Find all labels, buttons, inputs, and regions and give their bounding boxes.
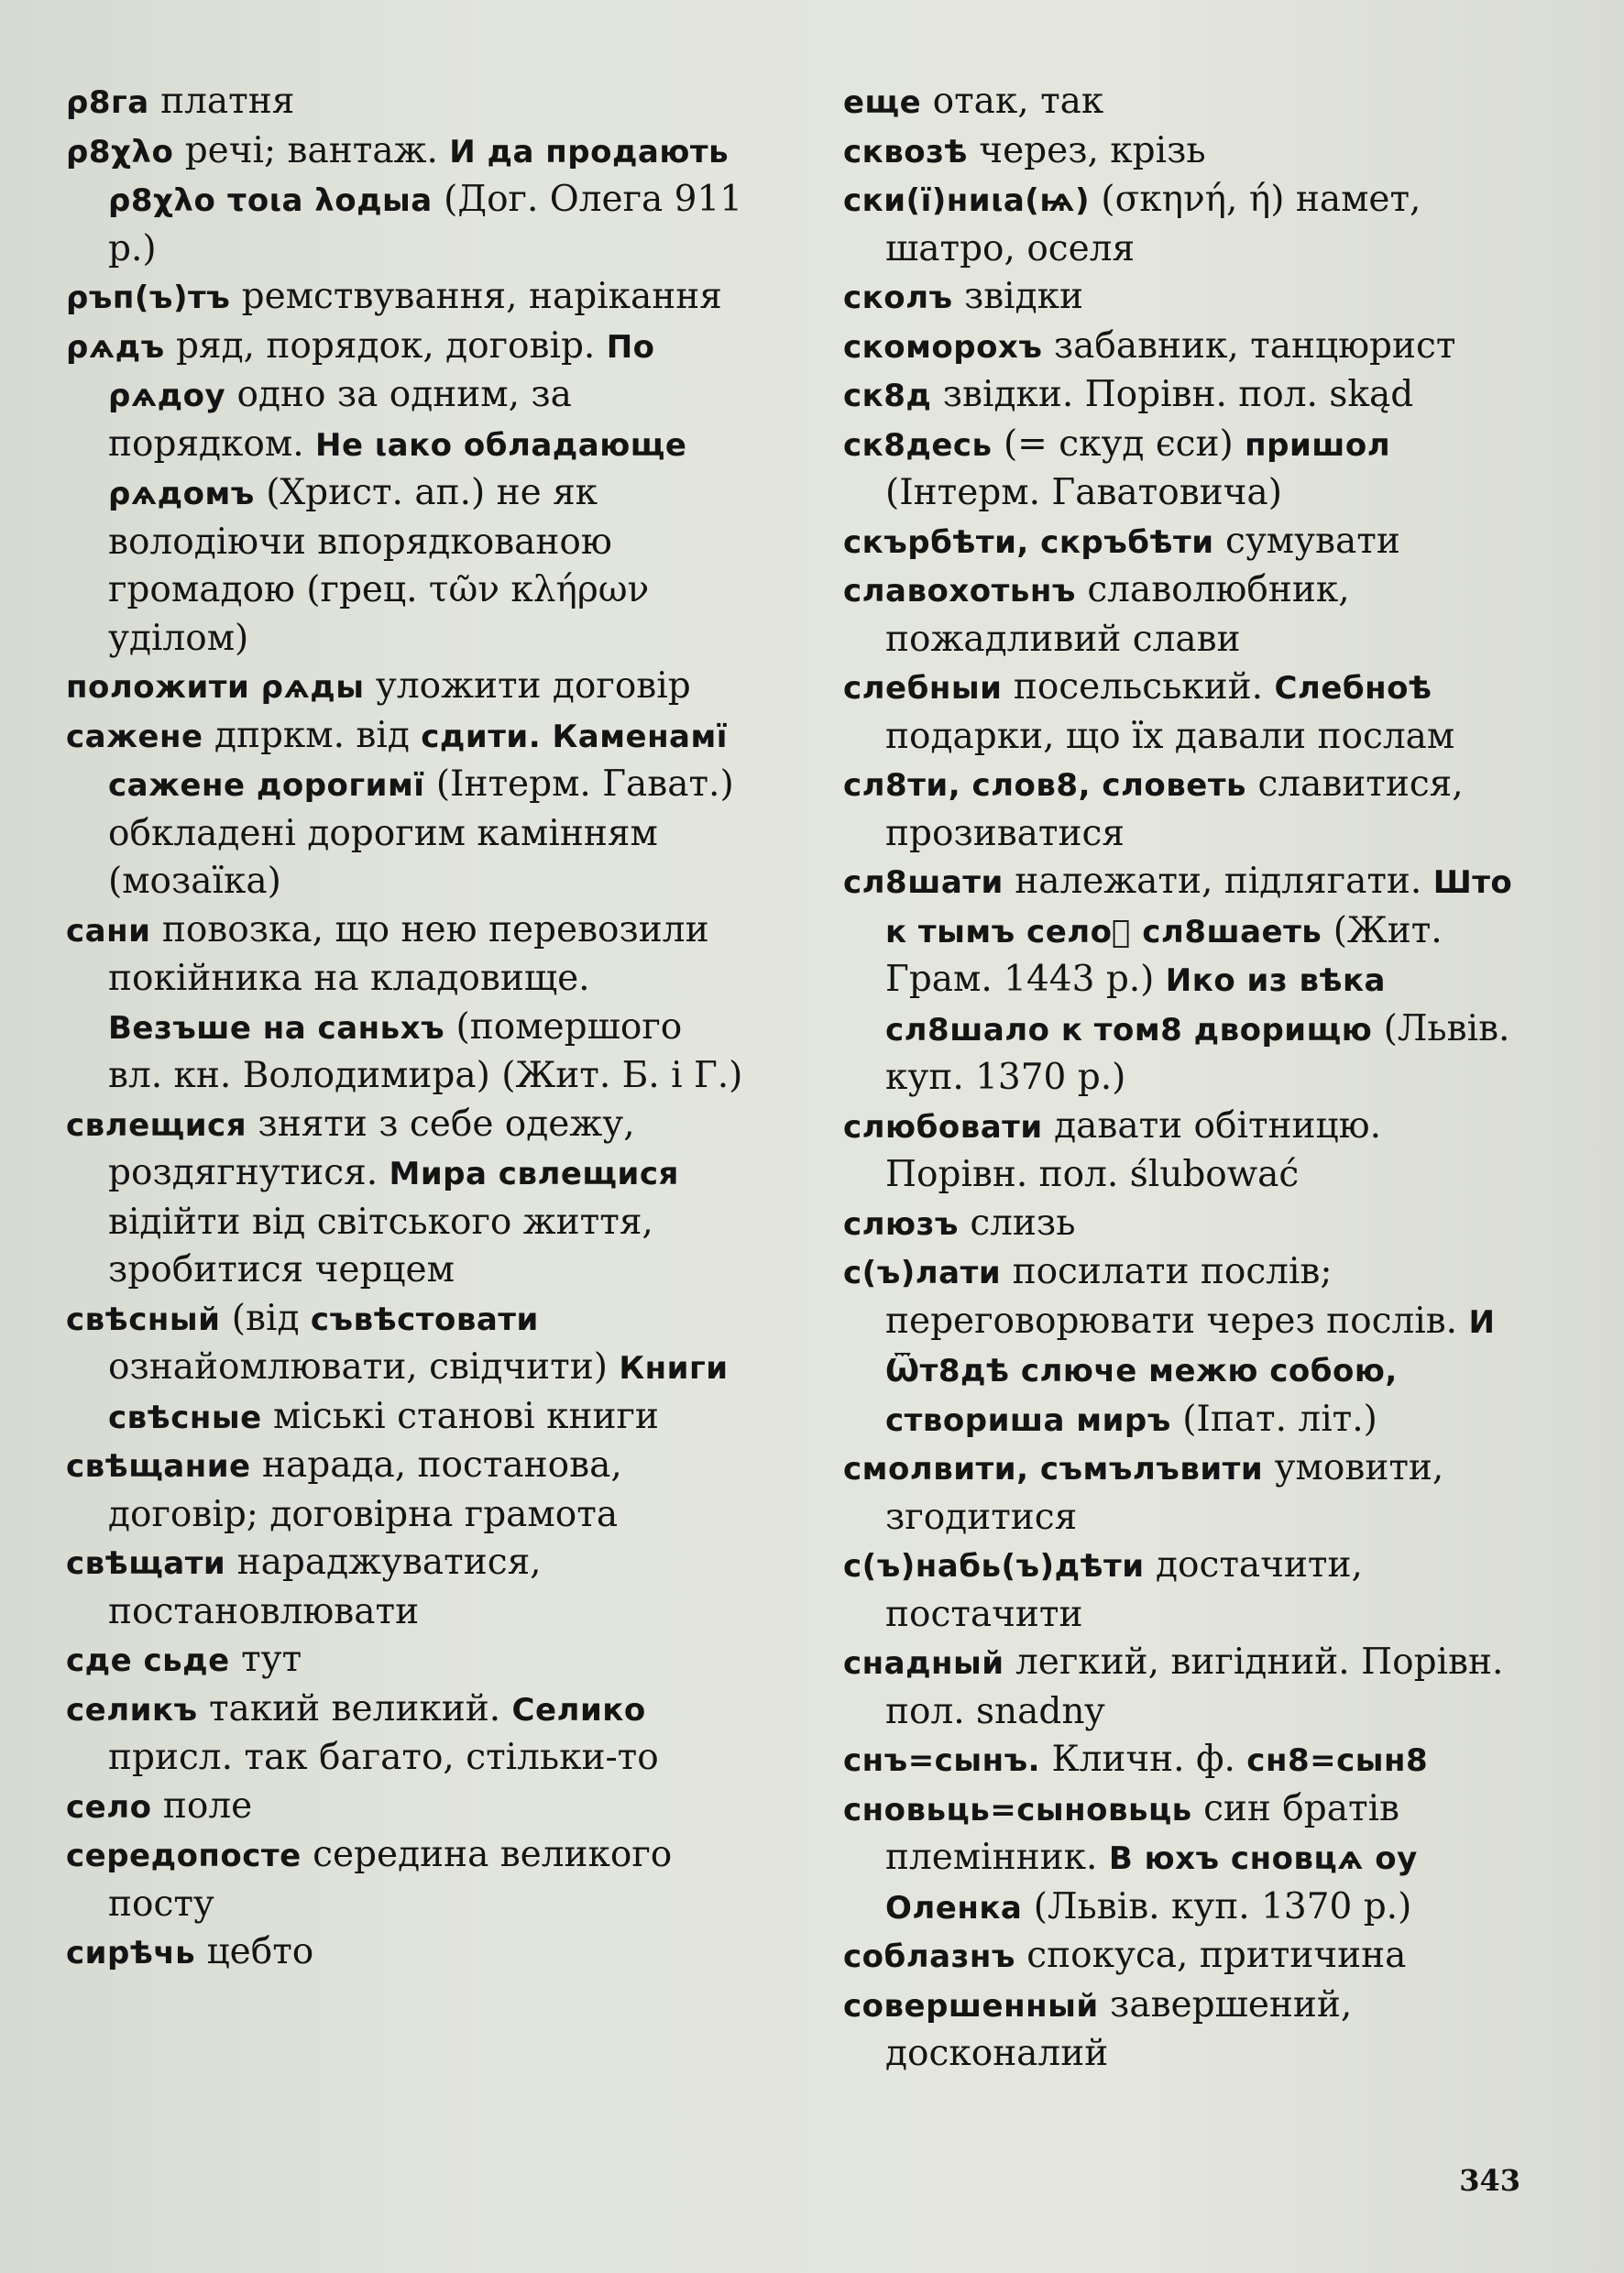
old-slavonic-term: скоморохъ — [843, 328, 1043, 366]
old-slavonic-term: свлещися — [66, 1106, 247, 1144]
definition-text: ремствування, нарікання — [230, 276, 722, 317]
dictionary-entry — [843, 421, 1521, 518]
definition-text: (Інтерм. Гаватовича) — [885, 472, 1282, 513]
dictionary-entry — [843, 1542, 1521, 1639]
dictionary-entry — [66, 663, 744, 712]
definition-text: (Жит. Грам. 1443 р.) — [885, 909, 1443, 1000]
definition-text: (Інтерм. Гават.) обкладені дорогим камінням (мозаїка) — [108, 763, 734, 902]
dictionary-entry — [843, 1444, 1521, 1542]
left-column — [66, 78, 744, 1978]
old-slavonic-term: соблазнъ — [843, 1938, 1015, 1975]
dictionary-entry — [843, 176, 1521, 273]
old-slavonic-term: положити ρѧды — [66, 669, 365, 706]
definition-text: ознайомлювати, свідчити) — [108, 1346, 620, 1388]
old-slavonic-term: ск8десь — [843, 426, 993, 464]
old-slavonic-term: По ρѧдоу — [108, 328, 655, 414]
definition-text: спокуса, притичина — [1015, 1935, 1407, 1976]
definition-text: сумувати — [1213, 520, 1400, 562]
old-slavonic-term: Мира свлещися — [389, 1156, 679, 1192]
dictionary-entry — [843, 858, 1521, 1103]
old-slavonic-term: ски(ї)ниιa(ѩ) — [843, 182, 1090, 219]
old-slavonic-term: свѣсный — [66, 1301, 221, 1338]
old-slavonic-term: сдити. Каменамї сажене дорогимї — [108, 718, 728, 804]
definition-text: дпркм. від — [203, 714, 422, 756]
old-slavonic-term: скърбѣти, скръбѣти — [843, 523, 1214, 561]
definition-text: посельський. — [1002, 666, 1275, 708]
dictionary-entry — [843, 1639, 1521, 1736]
definition-text: звідки. Порівн. пол. skąd — [931, 374, 1414, 415]
old-slavonic-term: В юхъ сновцѧ оу Оленка — [885, 1840, 1418, 1927]
definition-text: цебто — [195, 1931, 314, 1972]
definition-text: нараджуватися, постановлювати — [108, 1542, 542, 1632]
definition-text: одно за одним, за порядком. — [108, 374, 572, 465]
definition-text: посилати послів; переговорювати через послів. — [885, 1251, 1469, 1342]
dictionary-entry — [843, 1982, 1521, 2079]
old-slavonic-term: сл8шати — [843, 864, 1004, 901]
dictionary-entry — [66, 712, 744, 906]
definition-text: ряд, порядок, договір. — [164, 324, 607, 367]
definition-text: легкий, вигідний. Порівн. пол. snadny — [885, 1642, 1504, 1732]
definition-text: (Львів. куп. 1370 р.) — [885, 1007, 1510, 1098]
definition-text: (Іпат. літ.) — [1170, 1398, 1377, 1440]
definition-text: звідки — [952, 276, 1084, 317]
dictionary-entry — [66, 1636, 744, 1686]
dictionary-entry — [66, 1101, 744, 1295]
dictionary-entry — [66, 1295, 744, 1443]
old-slavonic-term: сновьць=сыновьць — [843, 1791, 1192, 1828]
old-slavonic-term: село — [66, 1788, 152, 1826]
definition-text: (σκηνή, ή) намет, шатро, оселя — [885, 179, 1421, 269]
dictionary-entry — [66, 1831, 744, 1928]
dictionary-entry — [843, 127, 1521, 177]
definition-text: (Христ. ап.) не як володіючи впорядкованою громадою (грец. τῶν κλήρων уділом) — [108, 472, 650, 659]
definition-text: (Дог. Олега 911 р.) — [108, 179, 743, 269]
definition-text: належати, підлягати. — [1003, 861, 1433, 902]
old-slavonic-term: И да продають ρ8χλο τοιa λοдыa — [108, 133, 730, 219]
dictionary-entry — [843, 518, 1521, 567]
definition-text: поле — [151, 1784, 253, 1827]
dictionary-entry — [843, 1736, 1521, 1785]
definition-text: (= скуд єси) — [992, 423, 1245, 465]
definition-text: отак, так — [921, 81, 1104, 122]
definition-text: повозка, що нею перевозили покійника на кладовище. — [108, 908, 709, 999]
definition-text: подарки, що їх давали послам — [885, 715, 1455, 757]
definition-text: достачити, постачити — [885, 1544, 1363, 1635]
definition-text: давати обітницю. Порівн. пол. ślubować — [885, 1104, 1381, 1195]
old-slavonic-term: ρ8гa — [66, 84, 149, 121]
dictionary-entry — [66, 1539, 744, 1636]
definition-text: нарада, постанова, договір; договірна грамота — [108, 1444, 622, 1535]
definition-text: міські станові книги — [261, 1395, 659, 1437]
old-slavonic-term: ρ8χλο — [66, 133, 174, 170]
dictionary-entry — [66, 323, 744, 664]
old-slavonic-term: смолвити, съмълъвити — [843, 1451, 1264, 1488]
old-slavonic-term: сквозѣ — [843, 133, 968, 170]
definition-text: син братів племінник. — [885, 1787, 1399, 1878]
dictionary-entry — [66, 1686, 744, 1783]
old-slavonic-term: сн8=сын8 — [1246, 1742, 1429, 1779]
old-slavonic-term: свѣщати — [66, 1545, 226, 1582]
old-slavonic-term: с(ъ)лати — [843, 1255, 1002, 1291]
dictionary-entry — [843, 1200, 1521, 1249]
definition-text: присл. так багато, стільки-то — [108, 1737, 659, 1778]
old-slavonic-term: Книги свѣсные — [108, 1350, 729, 1436]
dictionary-entry — [66, 273, 744, 323]
old-slavonic-term: середопосте — [66, 1838, 302, 1874]
old-slavonic-term: сани — [66, 912, 151, 950]
old-slavonic-term: слюзъ — [843, 1205, 959, 1243]
old-slavonic-term: Ико из вѣка сл8шало к том8 дворищю — [885, 962, 1386, 1049]
definition-text: через, крізь — [967, 129, 1206, 171]
definition-text: середина великого посту — [108, 1834, 673, 1925]
dictionary-entry — [843, 1785, 1521, 1933]
old-slavonic-term: съвѣстовати — [310, 1301, 539, 1338]
old-slavonic-term: Везъше на саньхъ — [108, 1009, 445, 1047]
old-slavonic-term: с(ъ)набь(ъ)дѣти — [843, 1548, 1145, 1585]
definition-text: забавник, танцюрист — [1042, 324, 1456, 367]
definition-text: речі; вантаж. — [173, 129, 450, 171]
old-slavonic-term: сколъ — [843, 280, 953, 316]
old-slavonic-term: еще — [843, 84, 922, 121]
dictionary-entry — [66, 127, 744, 274]
old-slavonic-term: слебныи — [843, 670, 1003, 707]
definition-text: (від — [220, 1297, 311, 1339]
definition-text: славолюбник, пожадливий слави — [885, 569, 1350, 660]
definition-text: відійти від світського життя, зробитися черцем — [108, 1201, 653, 1290]
old-slavonic-term: ρѧдъ — [66, 328, 165, 366]
old-slavonic-term: ск8д — [843, 378, 932, 414]
definition-text: зняти з себе одежу, роздягнутися. — [108, 1103, 635, 1193]
definition-text: платня — [148, 81, 295, 122]
old-slavonic-term: пришол — [1245, 426, 1391, 464]
dictionary-entry — [843, 273, 1521, 323]
old-slavonic-term: И Ѿт8дѣ слюче межю собою, створиша миръ — [885, 1303, 1496, 1439]
definition-text: умовити, згодитися — [885, 1447, 1444, 1538]
definition-text: слизь — [958, 1202, 1076, 1244]
dictionary-entry — [843, 371, 1521, 421]
old-slavonic-term: Селико — [511, 1691, 646, 1729]
definition-text: такий великий. — [197, 1687, 512, 1729]
old-slavonic-term: сажене — [66, 718, 203, 755]
dictionary-entry — [843, 1103, 1521, 1200]
dictionary-entry — [843, 323, 1521, 372]
definition-text: (помершого вл. кн. Володимира) (Жит. Б. і Г.) — [108, 1005, 743, 1096]
old-slavonic-term: свѣщание — [66, 1448, 251, 1485]
old-slavonic-term: снъ=сынъ. — [843, 1742, 1041, 1779]
dictionary-entry — [66, 906, 744, 1101]
old-slavonic-term: снадный — [843, 1645, 1004, 1682]
old-slavonic-term: сде сьде — [66, 1642, 230, 1679]
definition-text: уложити договір — [364, 665, 691, 707]
old-slavonic-term: Слебноѣ — [1274, 670, 1432, 707]
dictionary-entry — [843, 566, 1521, 664]
dictionary-entry — [66, 1442, 744, 1539]
definition-text: завершений, досконалий — [885, 1983, 1353, 2074]
old-slavonic-term: ρъп(ъ)тъ — [66, 280, 231, 316]
dictionary-entry — [843, 761, 1521, 858]
dictionary-entry — [66, 1928, 744, 1978]
old-slavonic-term: совершенный — [843, 1987, 1099, 2025]
old-slavonic-term: Што к тымъ селоⷽ сл8шаеть — [885, 864, 1513, 950]
dictionary-entry — [843, 664, 1521, 761]
dictionary-entry — [843, 1932, 1521, 1982]
dictionary-entry — [66, 1783, 744, 1832]
dictionary-entry — [843, 78, 1521, 127]
definition-text: тут — [229, 1639, 302, 1680]
old-slavonic-term: славохотьнъ — [843, 573, 1076, 609]
old-slavonic-term: Не ιако обладающе ρѧдомъ — [108, 426, 687, 512]
definition-text: славитися, прозиватися — [885, 763, 1464, 854]
dictionary-entry — [66, 78, 744, 127]
definition-text: (Львів. куп. 1370 р.) — [1022, 1885, 1412, 1927]
old-slavonic-term: сирѣчь — [66, 1935, 196, 1971]
definition-text: Кличн. ф. — [1040, 1739, 1247, 1780]
old-slavonic-term: селикъ — [66, 1691, 198, 1729]
old-slavonic-term: слюбовати — [843, 1108, 1043, 1146]
right-column — [843, 78, 1521, 2079]
dictionary-entry — [843, 1248, 1521, 1444]
page-number: 343 — [1459, 2163, 1520, 2198]
old-slavonic-term: сл8ти, слов8, словеть — [843, 767, 1247, 804]
